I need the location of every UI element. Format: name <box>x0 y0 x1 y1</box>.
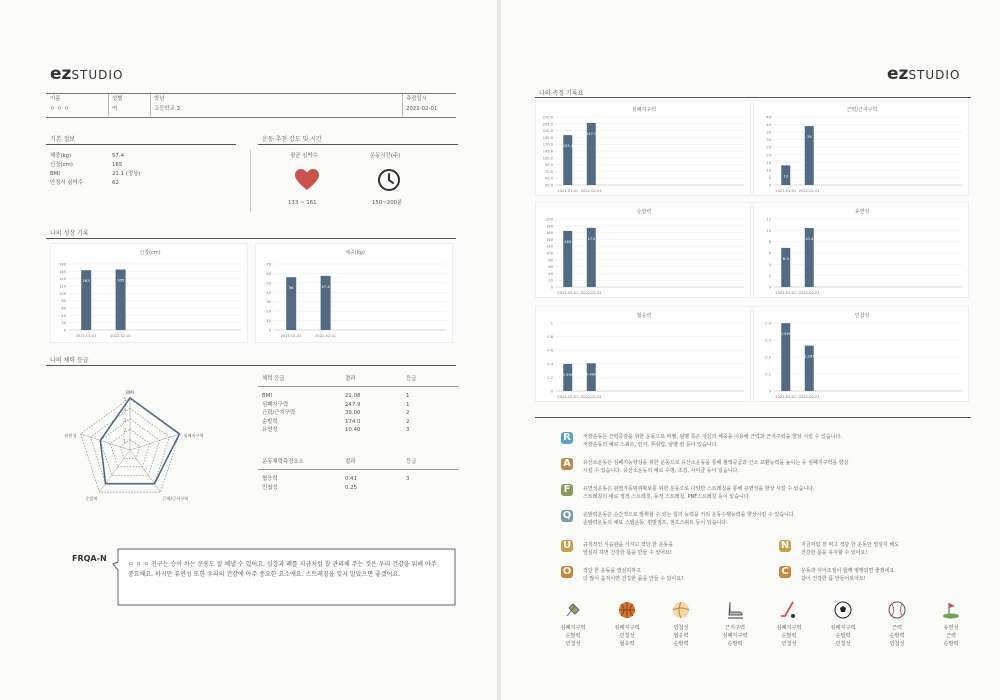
agility-chart <box>754 307 970 403</box>
grade-cell-result: 10.40 <box>345 427 361 433</box>
y-tick-label: 45.0 <box>544 176 553 181</box>
y-tick-label: 70.0 <box>544 169 553 174</box>
grade-cell-name: 순발력 <box>262 418 278 425</box>
basic-label-rhr: 안정시 심박수 <box>50 180 83 186</box>
radar-axis-label: BMI <box>126 390 134 395</box>
chart-card-cardio <box>535 100 751 196</box>
y-tick-label: 10 <box>766 228 771 233</box>
gender-value: 여 <box>112 106 118 112</box>
y-tick-label: 80 <box>61 299 66 304</box>
y-tick-label: 45 <box>766 115 771 120</box>
y-tick-label: 100 <box>546 251 553 256</box>
sport-benefit-label: 심폐지구력 순발력 민첩성 <box>560 625 586 647</box>
basic-info-title: 기본 정보 <box>50 136 76 143</box>
fitness-radar-chart <box>55 378 235 513</box>
advice-letter-badge: O <box>562 566 572 577</box>
x-tick-label: 2022-02-01 <box>315 334 337 338</box>
sport-benefit-label: 심폐지구력 민첩성 협응력 <box>614 625 640 647</box>
bar-value-label: 203.4 <box>562 143 574 149</box>
sport-benefit-label: 민첩성 협응력 순발력 <box>673 625 689 647</box>
y-tick-label: 6 <box>768 251 771 256</box>
name-value: ㅇ ㅇ ㅇ <box>50 106 70 112</box>
grade-cell-grade: 3 <box>406 427 410 433</box>
basic-label-height: 신장(cm) <box>50 162 73 168</box>
grade-table-h1: 체력 등급 <box>262 376 285 382</box>
x-tick-label: 2022-02-01 <box>798 189 820 193</box>
x-tick-label: 2022-02-01 <box>580 395 602 399</box>
weight-chart-card <box>255 243 453 343</box>
chart-card-power <box>535 202 751 298</box>
x-tick-label: 2021-01-01 <box>557 395 579 399</box>
y-tick-label: 0 <box>768 183 771 188</box>
y-tick-label: 0 <box>550 389 553 394</box>
y-tick-label: 100 <box>59 291 66 296</box>
y-tick-label: 195.0 <box>542 135 553 140</box>
chart-card-strength <box>753 100 969 196</box>
y-tick-label: 200 <box>546 217 553 222</box>
y-tick-label: 8 <box>768 240 771 245</box>
exercise-title: 운동 추천 강도 및 시간 <box>262 136 322 143</box>
y-tick-label: 20 <box>766 153 771 158</box>
y-tick-label: 120 <box>59 284 66 289</box>
legend-description: 순발력운동은 순간적으로 발휘할 수 있는 힘의 능력을 키워 운동수행능력을 향상시킬 수 있습니다. 순발력운동의 예로 스텝운동, 편발점프, 점프스쿼트 등이 있습니다. <box>583 512 796 526</box>
date-header: 측정일시 <box>406 96 427 102</box>
y-tick-label: 40 <box>766 123 771 128</box>
y-tick-label: 0.2 <box>547 375 553 380</box>
radar-tick-label: 4 <box>123 407 126 413</box>
power-chart <box>536 203 752 299</box>
y-tick-label: 140 <box>59 277 66 282</box>
advice-description: 운동과 식이조절이 함께 병행되면 좋겠네요 같이 건강한 몸 만들어보아요! <box>801 568 895 582</box>
x-tick-label: 2022-02-01 <box>798 395 820 399</box>
advice-description: 규칙적인 식습관을 가지고 적당 한 운동을 열심히 하면 건강한 몸을 만들 수 있어요! <box>583 542 674 556</box>
records-title: 나의 측정 기록표 <box>539 90 584 97</box>
grade-value: 고등학교 3 <box>154 106 180 112</box>
advice-description: 적당 한 운동을 열심히하고 더 많이 움직이면 건강한 몸을 만들 수 있어요! <box>583 568 684 582</box>
y-tick-label: 0.6 <box>547 348 553 353</box>
bar-value-label: 56 <box>288 285 294 291</box>
grade-cell-result: 0.25 <box>345 484 358 491</box>
y-tick-label: 0.3 <box>765 338 771 343</box>
grade-cell-name: 심폐지구력 <box>262 401 289 408</box>
y-tick-label: 180 <box>59 262 66 267</box>
grade-header: 학년 <box>154 96 165 102</box>
x-tick-label: 2022-02-01 <box>798 291 820 295</box>
legend-description: 저항운동은 근력증감을 위한 운동으로 바벨, 덤벨 혹은 자신의 체중을 이용해 근력과 근지구력을 향상 시킬 수 있습니다. 저항운동의 예로 스쿼트, 런지, 푸쉬업, 덤벨 컬 등이 있습니다. <box>583 434 842 448</box>
y-tick-label: 5 <box>768 175 771 180</box>
chart-card-coordination <box>535 306 751 402</box>
bar <box>805 346 814 391</box>
badminton-icon <box>563 600 583 620</box>
advice-letter-badge: C <box>779 566 791 578</box>
y-tick-label: 4 <box>768 262 771 267</box>
y-tick-label: 0.2 <box>765 355 771 360</box>
y-tick-label: 70 <box>266 262 271 267</box>
legend-description: 유연성운동은 관절가동범위확보를 위한 운동으로 다양한 스트레칭을 통해 유연성을 향상 시킬 수 있습니다. 스트레칭의 예로 정적 스트레칭, 동적 스트레칭, PNF스트레칭 등이 있습니다. <box>583 486 815 500</box>
heart-icon <box>294 168 320 192</box>
chart-card-flexibility <box>753 202 969 298</box>
y-tick-label: 50 <box>266 281 271 286</box>
bar-value-label: 174 <box>587 235 595 241</box>
basic-label-bmi: BMI <box>50 171 60 177</box>
radar-tick-label: 1 <box>123 438 126 444</box>
y-tick-label: 120 <box>546 244 553 249</box>
frqa-label: FRQA-N <box>72 554 107 563</box>
basic-value-weight: 57.4 <box>112 153 125 159</box>
legend-letter-badge: F <box>561 484 573 496</box>
radar-axis-label: 심폐지구력 <box>183 432 204 438</box>
grade-table-h3: 등급 <box>406 376 417 382</box>
exercise-time-title: 운동시간(주) <box>370 153 401 159</box>
sport-benefit-label: 심폐지구력 순발력 민첩성 <box>830 625 856 647</box>
bar-value-label: 165 <box>564 238 572 244</box>
chart-title: 협응력 <box>636 313 652 319</box>
x-tick-label: 2021-01-01 <box>557 291 579 295</box>
avg-hr-title: 평균 심박수 <box>290 153 318 159</box>
y-tick-label: 245.0 <box>542 122 553 127</box>
y-tick-label: 0 <box>550 285 553 290</box>
y-tick-label: 80 <box>548 258 553 263</box>
advice-description: 지금처럼 잘 먹고 적당 한 운동만 열심히 해도 건강한 몸을 유지할 수 있어요! <box>801 542 900 556</box>
y-tick-label: 0.4 <box>547 362 553 367</box>
grade-cell-result: 21.08 <box>345 393 361 399</box>
exercise-time-value: 150~200분 <box>372 200 403 206</box>
radar-axis-label: 순발력 <box>85 496 98 502</box>
date-value: 2022-02-01 <box>406 106 438 112</box>
grade-cell-result: 247.9 <box>345 401 361 408</box>
flexibility-chart <box>754 203 970 299</box>
grade-cell-name: 근력/근지구력 <box>262 410 296 416</box>
clock-icon <box>377 168 401 192</box>
y-tick-label: 15 <box>766 160 771 165</box>
bar-value-label: 10.4 <box>805 236 814 242</box>
grade-cell-grade: 2 <box>406 418 410 425</box>
chart-title: 신장(cm) <box>139 250 161 256</box>
legend-letter-badge: Q <box>562 510 572 521</box>
legend-letter-badge: R <box>561 432 573 444</box>
y-tick-label: 0.1 <box>765 372 771 377</box>
y-tick-label: 0.8 <box>547 335 553 340</box>
growth-title: 나의 성장 기록 <box>50 230 89 237</box>
skill-table-h2: 결과 <box>345 459 356 465</box>
y-tick-label: 35 <box>766 130 771 135</box>
advice-letter-badge: N <box>780 540 790 551</box>
x-tick-label: 2021-01-01 <box>775 291 797 295</box>
bar-value-label: 13 <box>783 173 789 179</box>
skill-table-h3: 등급 <box>406 459 417 465</box>
y-tick-label: 140 <box>546 237 553 242</box>
y-tick-label: 270.0 <box>542 115 553 120</box>
y-tick-label: 10 <box>266 319 271 324</box>
bar-value-label: 6.9 <box>782 255 789 261</box>
grade-table-h2: 결과 <box>345 376 356 382</box>
height-chart-card <box>50 243 248 343</box>
sport-benefit-label: 근력 순발력 민첩성 <box>889 625 905 647</box>
y-tick-label: 20.0 <box>544 183 553 188</box>
y-tick-label: 180 <box>546 224 553 229</box>
y-tick-label: 0 <box>63 328 66 333</box>
skill-table-h1: 운동체력측정요소 <box>262 459 304 465</box>
y-tick-label: 30 <box>766 138 771 143</box>
report-page-right <box>501 0 1000 700</box>
radar-tick-label: 3 <box>123 417 126 423</box>
y-tick-label: 160 <box>59 269 66 274</box>
radar-axis <box>130 450 161 492</box>
x-tick-label: 2021-01-01 <box>775 189 797 193</box>
golf-icon <box>941 600 961 620</box>
x-tick-label: 2021-01-01 <box>280 334 302 338</box>
grade-cell-result: 174.0 <box>345 418 361 425</box>
x-tick-label: 2022-02-01 <box>580 291 602 295</box>
chart-title: 유연성 <box>854 209 870 215</box>
bar-value-label: 0.267 <box>803 353 815 359</box>
baseball-icon <box>887 600 907 620</box>
grade-cell-grade: 3 <box>406 476 410 482</box>
y-tick-label: 0 <box>768 285 771 290</box>
grade-cell-result: 39.00 <box>345 410 361 416</box>
y-tick-label: 0 <box>768 389 771 394</box>
avg-hr-value: 133 ~ 161 <box>288 200 317 206</box>
y-tick-label: 12 <box>766 217 771 222</box>
cardio-chart <box>536 101 752 197</box>
bar <box>587 363 596 391</box>
basic-value-height: 165 <box>112 162 123 168</box>
y-tick-label: 25 <box>766 145 771 150</box>
y-tick-label: 220.0 <box>542 129 553 134</box>
frqa-message: ㅇ ㅇ ㅇ 친구는 승이 차는 운동도 잘 해낼 수 있어요. 심장과 폐를 지금처럼 잘 관리해 주는 것은 우리 건강을 위해 아주 중요해요. 하지만 유연성 또한 우리의 건강에 아주 중요한 요소에요. 스트레칭을 잊지 말았으면 좋겠어요. <box>128 561 437 578</box>
basketball-icon <box>617 600 637 620</box>
x-tick-label: 2021-01-01 <box>557 189 579 193</box>
skate-icon <box>725 600 745 620</box>
y-tick-label: 120.0 <box>542 156 553 161</box>
chart-card-agility <box>753 306 969 402</box>
sport-benefit-label: 근지구력 심폐지구력 순발력 <box>722 625 748 647</box>
y-tick-label: 2 <box>768 274 771 279</box>
y-tick-label: 170.0 <box>542 142 553 147</box>
grade-cell-name: 협응력 <box>262 476 278 482</box>
legend-letter-badge: A <box>561 458 573 470</box>
bar-value-label: 165 <box>116 277 125 283</box>
y-tick-label: 30 <box>266 300 271 305</box>
grade-cell-name: BMI <box>262 393 272 399</box>
radar-axis-label: 유연성 <box>64 432 77 438</box>
bar <box>781 248 790 287</box>
y-tick-label: 1 <box>550 321 553 326</box>
report-page-left <box>0 0 497 700</box>
grade-cell-name: 유연성 <box>262 427 278 433</box>
grade-cell-result: 0.41 <box>345 476 358 482</box>
bar-value-label: 0.399 <box>562 371 574 377</box>
y-tick-label: 0.4 <box>765 321 771 326</box>
grade-cell-grade: 2 <box>406 410 410 416</box>
chart-title: 근력/근지구력 <box>846 107 878 113</box>
y-tick-label: 0 <box>268 328 271 333</box>
volleyball-icon <box>671 600 691 620</box>
y-tick-label: 60 <box>266 271 271 276</box>
advice-letter-badge: U <box>562 540 572 551</box>
bar-value-label: 0.399 <box>780 331 792 337</box>
ez-studio-logo: ezSTUDIO <box>50 64 124 84</box>
basic-value-rhr: 62 <box>112 180 119 186</box>
bar <box>563 364 572 391</box>
y-tick-label: 40 <box>61 313 66 318</box>
hockey-icon <box>779 600 799 620</box>
y-tick-label: 60 <box>548 265 553 270</box>
radar-tick-label: 2 <box>123 428 126 434</box>
chart-title: 민첩성 <box>854 313 870 319</box>
bar-value-label: 57.4 <box>321 283 330 289</box>
y-tick-label: 20 <box>266 309 271 314</box>
y-tick-label: 10 <box>766 168 771 173</box>
name-header: 이름 <box>50 96 61 102</box>
y-tick-label: 145.0 <box>542 149 553 154</box>
coordination-chart <box>536 307 752 403</box>
basic-label-weight: 체중(kg) <box>50 153 72 159</box>
radar-axis-label: 근력/근지구력 <box>162 496 189 502</box>
x-tick-label: 2021-01-01 <box>75 334 97 338</box>
chart-title: 순발력 <box>636 209 652 215</box>
legend-description: 유산소운동은 심폐기능향상을 위한 운동으로 유산소운동을 통해 혈액공급과 산소 교환능력을 높이는 등 심폐지구력을 향상 시킬 수 있습니다. 유산소운동의 예로 수영, 조깅, 사이클 등이 있습니다. <box>583 460 849 474</box>
y-tick-label: 40 <box>266 290 271 295</box>
x-tick-label: 2022-02-01 <box>580 189 602 193</box>
radar-tick-label: 5 <box>123 397 126 402</box>
x-tick-label: 2021-01-01 <box>775 395 797 399</box>
fitness-title: 나의 체력 등급 <box>50 357 89 364</box>
y-tick-label: 160 <box>546 231 553 236</box>
sport-benefit-label: 심폐지구력 순발력 민첩성 <box>776 625 802 647</box>
gender-header: 성별 <box>112 96 123 102</box>
x-tick-label: 2022-02-01 <box>110 334 132 338</box>
soccer-icon <box>833 600 853 620</box>
height-chart <box>51 244 249 344</box>
bar-value-label: 0.408 <box>585 371 597 377</box>
chart-title: 심폐지구력 <box>631 107 657 113</box>
grade-cell-name: 민첩성 <box>262 484 278 491</box>
y-tick-label: 60 <box>61 306 66 311</box>
strength-chart <box>754 101 970 197</box>
y-tick-label: 20 <box>61 321 66 326</box>
sport-benefit-label: 유연성 근력 순발력 <box>943 625 959 647</box>
y-tick-label: 95.0 <box>544 163 553 168</box>
grade-cell-grade: 1 <box>406 401 410 408</box>
grade-cell-grade: 1 <box>406 393 410 399</box>
bar-value-label: 247.9 <box>585 131 597 137</box>
bar-value-label: 163 <box>82 278 90 284</box>
bar-value-label: 39 <box>806 134 812 140</box>
chart-title: 체중(kg) <box>345 250 365 256</box>
weight-chart <box>256 244 454 344</box>
y-tick-label: 20 <box>548 278 553 283</box>
ez-studio-logo-right: ezSTUDIO <box>887 64 961 84</box>
basic-value-bmi: 21.1 (정상) <box>112 171 141 177</box>
y-tick-label: 40 <box>548 271 553 276</box>
